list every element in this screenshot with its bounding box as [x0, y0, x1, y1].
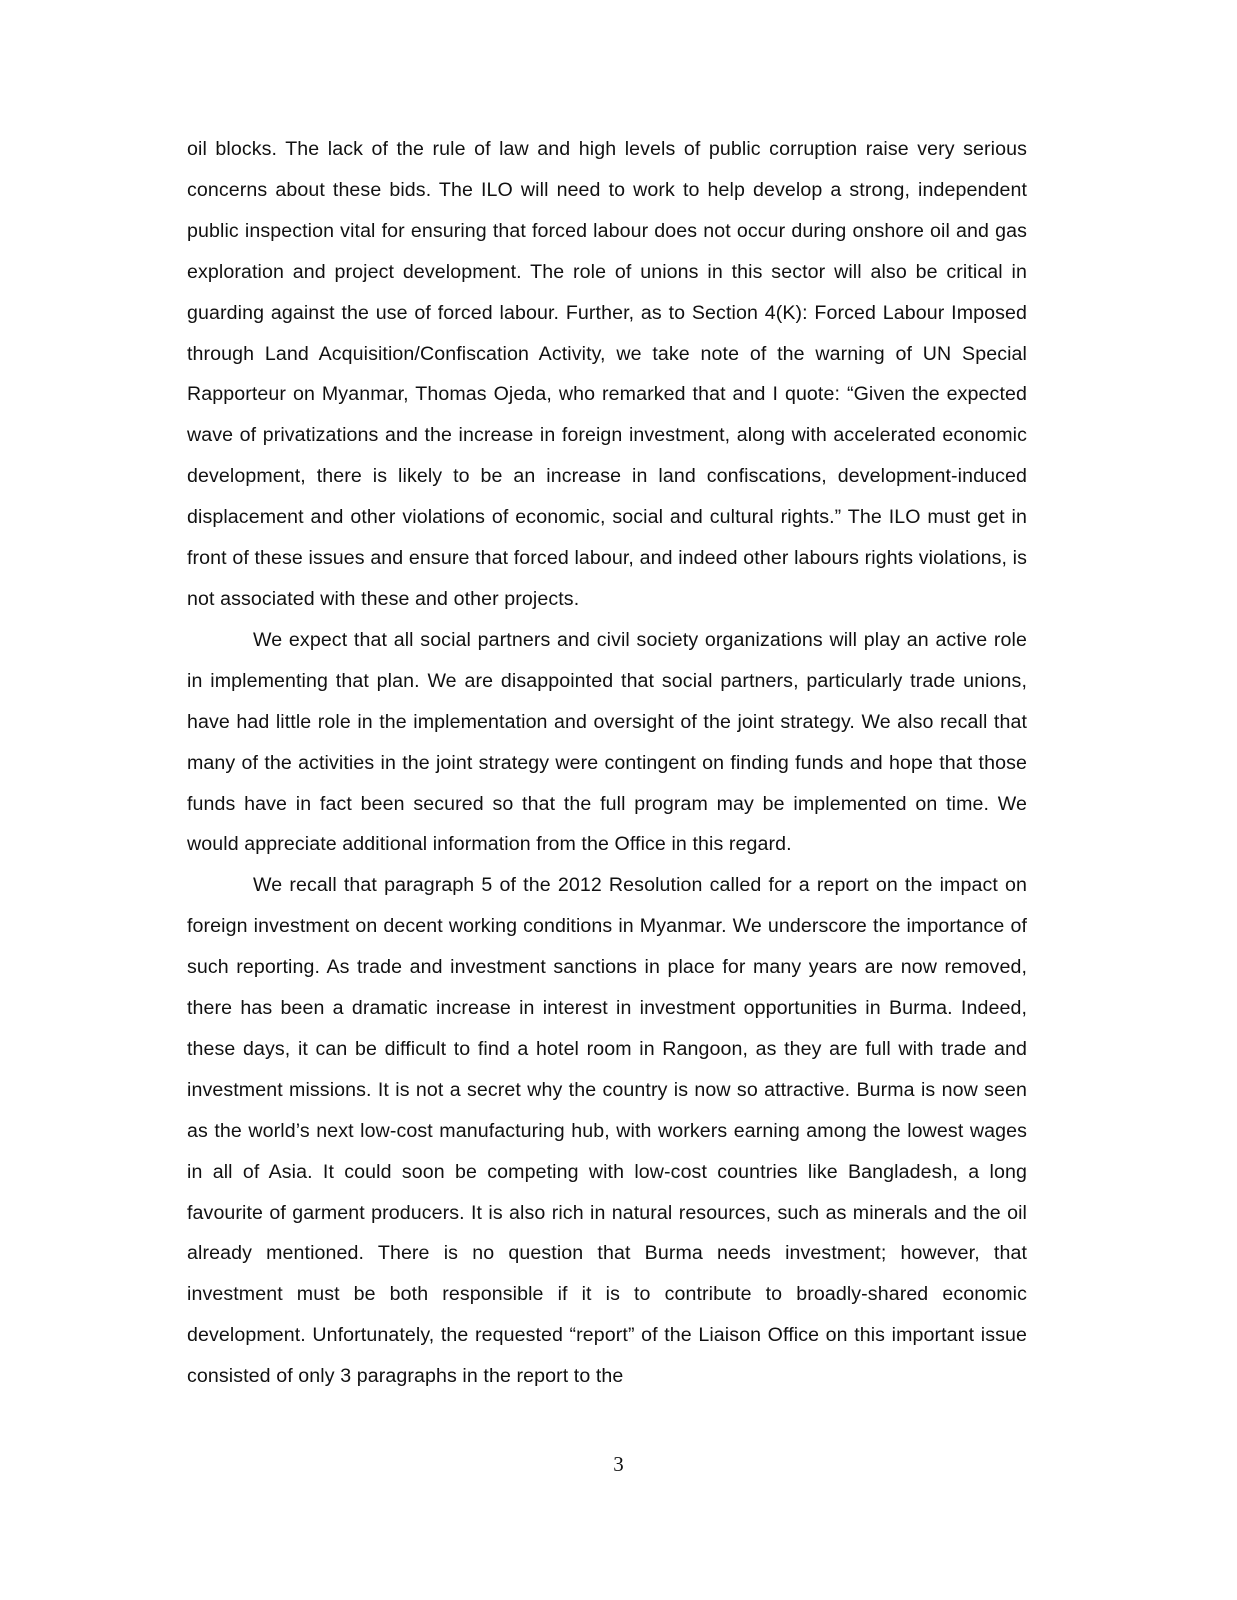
- paragraph-continuation: oil blocks. The lack of the rule of law and high levels of public corruption raise very serious concerns about these bids. The ILO will need to work to help develop a strong, independent public inspection vital for ensuring that forced labour does not occur during onshore oil and gas exploration and project development. The role of unions in this sector will also be critical in guarding against the use of forced labour. Further, as to Section 4(K): Forced Labour Imposed through Land Acquisition/Confiscation Activity, we take note of the warning of UN Special Rapporteur on Myanmar, Thomas Ojeda, who remarked that and I quote: “Given the expected wave of privatizations and the increase in foreign investment, along with accelerated economic development, there is likely to be an increase in land confiscations, development-induced displacement and other violations of economic, social and cultural rights.” The ILO must get in front of these issues and ensure that forced labour, and indeed other labours rights violations, is not associated with these and other projects.: [187, 138, 1027, 610]
- paragraph-social-partners: We expect that all social partners and civil society organizations will play an active role in implementing that plan. We are disappointed that social partners, particularly trade unions, have had little role in the implementation and oversight of the joint strategy. We also recall that many of the activities in the joint strategy were contingent on finding funds and hope that those funds have in fact been secured so that the full program may be implemented on time. We would appreciate additional information from the Office in this regard.: [187, 628, 1027, 856]
- document-body: [187, 129, 1027, 1397]
- page-number: 3: [613, 1452, 624, 1476]
- paragraph-foreign-investment: We recall that paragraph 5 of the 2012 Resolution called for a report on the impact on foreign investment on decent working conditions in Myanmar. We underscore the importance of such reporting. As trade and investment sanctions in place for many years are now removed, there has been a dramatic increase in interest in investment opportunities in Burma. Indeed, these days, it can be difficult to find a hotel room in Rangoon, as they are full with trade and investment missions. It is not a secret why the country is now so attractive. Burma is now seen as the world’s next low-cost manufacturing hub, with workers earning among the lowest wages in all of Asia. It could soon be competing with low-cost countries like Bangladesh, a long favourite of garment producers. It is also rich in natural resources, such as minerals and the oil already mentioned. There is no question that Burma needs investment; however, that investment must be both responsible if it is to contribute to broadly-shared economic development. Unfortunately, the requested “report” of the Liaison Office on this important issue consisted of only 3 paragraphs in the report to the: [187, 874, 1027, 1388]
